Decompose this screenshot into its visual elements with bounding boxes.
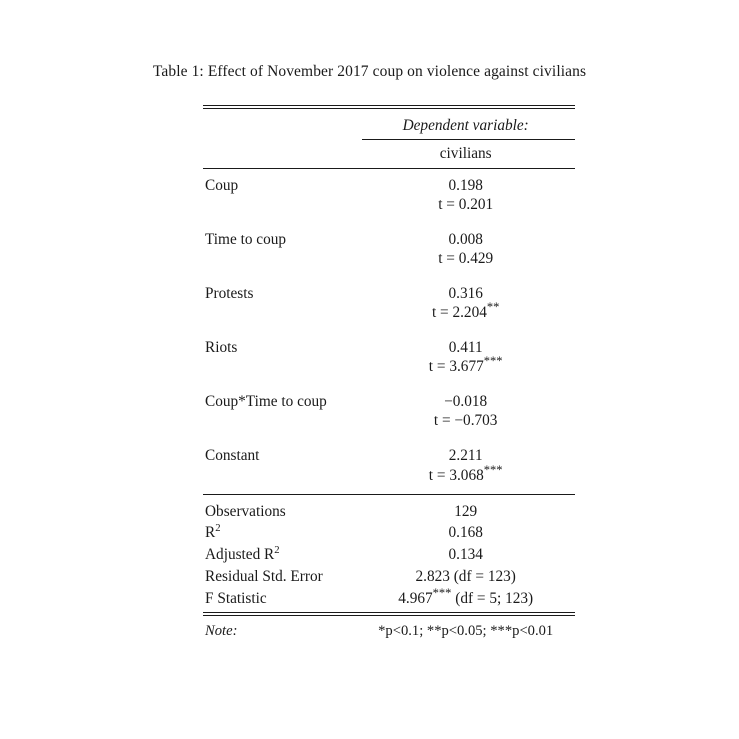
table-row	[203, 385, 575, 411]
f-statistic-value: 4.967	[398, 589, 433, 607]
note-text: *p<0.1; **p<0.05; ***p<0.01	[378, 623, 554, 640]
dependent-variable-name-row	[203, 140, 575, 168]
coefficient-estimate	[356, 169, 575, 195]
statistic-name: F Statistic	[205, 589, 267, 607]
t-statistic	[356, 300, 575, 331]
dependent-variable-header-row	[203, 116, 575, 139]
table-row	[203, 495, 575, 521]
table-note-row	[203, 616, 575, 640]
t-statistic-stars: **	[486, 300, 500, 315]
table-row	[203, 195, 575, 223]
table-row	[203, 565, 575, 587]
statistic-value: 0.168	[448, 524, 483, 542]
coefficient-name: Riots	[205, 339, 238, 357]
t-statistic	[356, 462, 575, 494]
table-row	[203, 277, 575, 303]
statistic-name: Adjusted $R^2$	[205, 544, 280, 564]
t-statistic-value: t = −0.703	[433, 412, 498, 430]
coefficient-estimate	[356, 385, 575, 411]
f-statistic-df: (df = 5; 123)	[451, 589, 534, 607]
dependent-variable-name: civilians	[439, 145, 492, 162]
t-statistic	[356, 249, 575, 277]
coefficient-estimate	[356, 277, 575, 303]
table-row	[203, 439, 575, 465]
regression-table-container	[203, 105, 575, 640]
coefficient-name: Coup	[205, 177, 239, 194]
coefficient-estimate	[356, 331, 575, 357]
estimate-value: −0.018	[444, 393, 488, 411]
regression-table	[203, 105, 575, 640]
statistic-value: 129	[454, 502, 478, 520]
dependent-variable-header: Dependent variable:	[402, 117, 529, 134]
note-label: Note:	[205, 623, 238, 640]
coefficient-name: Protests	[205, 285, 254, 303]
statistic-name: Observations	[205, 502, 286, 520]
statistic-value: 2.823 (df = 123)	[415, 568, 516, 586]
estimate-value: 0.008	[448, 231, 483, 249]
coefficient-name: Time to coup	[205, 231, 287, 249]
estimate-value: 0.198	[448, 177, 483, 194]
spacer	[203, 109, 575, 116]
superscript: 2	[215, 522, 221, 535]
table-row	[203, 357, 575, 385]
t-statistic-value: t = 2.204	[431, 304, 487, 322]
t-statistic	[356, 195, 575, 223]
superscript: 2	[274, 544, 280, 557]
table-row	[203, 543, 575, 565]
table-row	[203, 303, 575, 331]
table-row	[203, 169, 575, 195]
statistic-name: Residual Std. Error	[205, 568, 323, 586]
coefficient-estimate	[356, 439, 575, 465]
t-statistic-stars: ***	[483, 354, 503, 369]
t-statistic-value: t = 3.677	[428, 358, 484, 376]
coefficient-estimate	[356, 223, 575, 249]
table-row	[203, 331, 575, 357]
t-statistic-value: t = 3.068	[428, 466, 484, 484]
t-statistic	[356, 354, 575, 385]
table-row	[203, 411, 575, 439]
table-row	[203, 223, 575, 249]
estimate-value: 0.411	[448, 339, 483, 357]
statistic-name: $R^2$	[205, 522, 221, 542]
estimate-value: 2.211	[448, 447, 483, 465]
table-row	[203, 249, 575, 277]
f-statistic-stars: ***	[432, 585, 452, 600]
table-caption-text: Effect of November 2017 coup on violence against civilians	[207, 63, 587, 80]
estimate-value: 0.316	[448, 285, 483, 303]
table-row	[203, 521, 575, 543]
t-statistic-value: t = 0.201	[438, 196, 494, 214]
coefficient-name: Constant	[205, 447, 260, 465]
t-statistic-value: t = 0.429	[438, 250, 494, 268]
table-caption-label: Table 1:	[152, 63, 204, 80]
coefficient-name: Coup*Time to coup	[205, 393, 327, 411]
table-caption	[0, 63, 739, 81]
t-statistic	[356, 411, 575, 439]
t-statistic-stars: ***	[483, 462, 503, 477]
table-row	[203, 466, 575, 494]
statistic-value: 0.134	[448, 546, 483, 564]
table-row	[203, 586, 575, 612]
statistic-value	[356, 586, 575, 612]
